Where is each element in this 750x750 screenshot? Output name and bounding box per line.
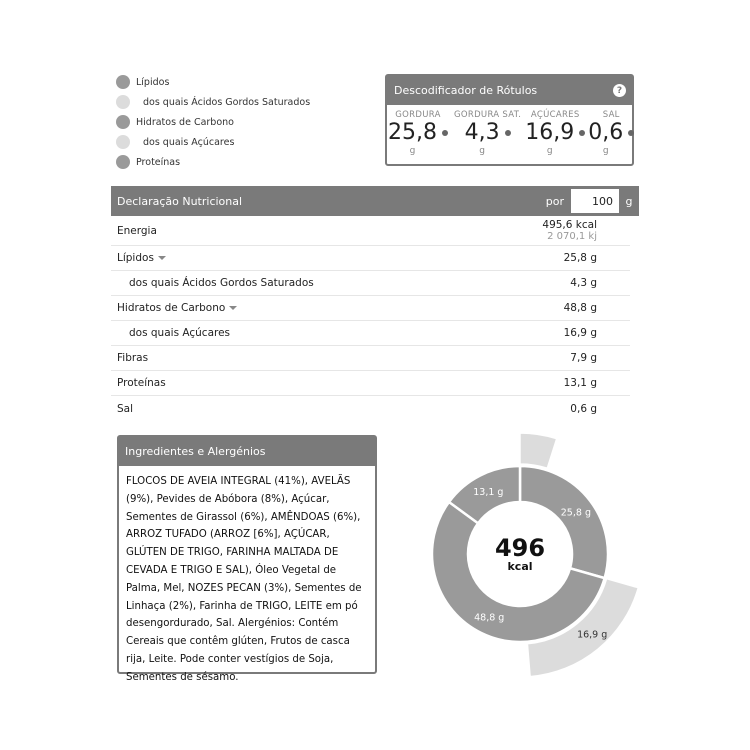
label-decoder-title: Descodificador de Rótulos: [394, 84, 538, 97]
donut-center-unit: kcal: [507, 560, 533, 573]
nutrition-row: [111, 321, 630, 346]
traffic-light-dot: [442, 130, 448, 136]
nutrition-row: [111, 396, 630, 421]
decoder-item-label: GORDURA: [395, 110, 441, 120]
portion-input[interactable]: [571, 189, 619, 213]
decoder-item-value: 4,3: [464, 120, 500, 145]
decoder-item-label: SAL: [602, 110, 620, 120]
decoder-item-unit: g: [602, 146, 609, 156]
donut-center-value: 496: [494, 534, 546, 562]
legend-label: dos quais Açúcares: [143, 136, 235, 148]
traffic-light-dot: [579, 130, 585, 136]
label-decoder-header: [387, 76, 632, 105]
legend-swatch: [116, 75, 130, 89]
nutrition-row-value: 13,1 g: [563, 377, 597, 389]
nutrition-row: [111, 271, 630, 296]
decoder-item-label: GORDURA SAT.: [454, 110, 522, 120]
donut-segment-label: 48,8 g: [474, 612, 505, 624]
nutrition-row-label: Fibras: [117, 352, 149, 364]
legend-swatch: [116, 95, 130, 109]
traffic-light-dot: [628, 130, 634, 136]
legend-swatch: [116, 155, 130, 169]
nutrition-row-label: Proteínas: [117, 377, 166, 389]
decoder-item-unit: g: [479, 146, 485, 156]
energy-kcal: 495,6 kcal: [542, 218, 597, 231]
nutrition-row-value: 25,8 g: [563, 252, 597, 264]
nutrition-row-value: 48,8 g: [563, 302, 597, 314]
decoder-item: [589, 110, 633, 156]
portion-label: por: [545, 194, 564, 208]
ingredients-text: FLOCOS DE AVEIA INTEGRAL (41%), AVELÃS (9%), Pevides de Abóbora (8%), Açúcar, Sementes de Girassol (6%), AMÊNDOAS (6%), ARROZ TUFADO (ARROZ [6%], AÇÚCAR, GLÚTEN DE TRIGO, FARINHA MALTADA DE CEVADA E TRIGO E SAL), Óleo Vegetal de Palma, Mel, NOZES PECAN (3%), Sementes de Linhaça (2%), Farinha de TRIGO, LEITE em pó desengordurado, Sal. Alergénios: Contém Cereais que contêm glúten, Frutos de casca rija, Leite. Pode conter vestígios de Soja, Sementes de sésamo.: [126, 476, 362, 683]
decoder-item-unit: g: [409, 146, 416, 156]
nutrition-row-value: 16,9 g: [563, 327, 597, 339]
decoder-item: [390, 110, 446, 156]
nutrition-row: [111, 371, 630, 396]
decoder-item-unit: g: [546, 146, 553, 156]
traffic-light-dot: [505, 130, 511, 136]
legend-item[interactable]: [116, 92, 346, 112]
legend-item[interactable]: [116, 152, 346, 172]
energy-label: Energia: [117, 224, 157, 237]
nutrition-row-label: dos quais Açúcares: [129, 327, 231, 339]
donut-segment-label: 13,1 g: [473, 487, 504, 499]
label-decoder-values: [387, 105, 632, 156]
legend-item[interactable]: [116, 72, 346, 92]
decoder-item: [454, 110, 521, 156]
energy-kj: 2 070,1 kj: [547, 230, 597, 242]
legend-label: dos quais Ácidos Gordos Saturados: [143, 96, 311, 108]
legend-item[interactable]: [116, 132, 346, 152]
nutrition-row-value: 4,3 g: [570, 277, 597, 289]
nutrition-row-label: Hidratos de Carbono: [117, 302, 237, 314]
legend-label: Lípidos: [136, 76, 170, 88]
decoder-item-value: 0,6: [588, 120, 624, 145]
nutrition-title: Declaração Nutricional: [117, 194, 243, 208]
decoder-item: [525, 110, 581, 156]
decoder-item-value: 25,8: [388, 120, 437, 145]
legend-item[interactable]: [116, 112, 346, 132]
nutrition-table: [111, 186, 639, 421]
expand-caret-icon[interactable]: [229, 306, 237, 310]
nutrition-row-label: dos quais Ácidos Gordos Saturados: [129, 277, 314, 289]
decoder-item-value: 16,9: [525, 120, 575, 145]
nutrition-row-label: Lípidos: [117, 252, 166, 264]
nutrition-row-label: Sal: [117, 402, 134, 415]
nutrition-row-value: 7,9 g: [570, 352, 597, 364]
energy-row: [111, 216, 630, 246]
label-decoder: [385, 74, 634, 166]
ingredients-title: Ingredientes e Alergénios: [119, 437, 375, 466]
nutrition-row[interactable]: [111, 296, 630, 321]
donut-sub-segment-label: 16,9 g: [577, 629, 608, 641]
donut-sub-segment[interactable]: [520, 433, 557, 468]
legend-swatch: [116, 135, 130, 149]
portion-unit: g: [625, 194, 633, 208]
legend-label: Proteínas: [136, 156, 181, 168]
help-icon[interactable]: ?: [613, 84, 626, 97]
ingredients-panel: [117, 435, 377, 683]
decoder-item-label: AÇÚCARES: [530, 110, 580, 120]
chart-legend: [116, 72, 346, 172]
nutrition-table-header: [111, 186, 639, 216]
nutrition-row: [111, 346, 630, 371]
legend-label: Hidratos de Carbono: [136, 116, 234, 128]
nutrition-row-value: 0,6 g: [570, 402, 597, 415]
legend-swatch: [116, 115, 130, 129]
donut-segment-label: 25,8 g: [560, 507, 591, 519]
nutrient-donut-chart: [400, 432, 640, 682]
nutrition-row[interactable]: [111, 246, 630, 271]
expand-caret-icon[interactable]: [158, 256, 166, 260]
